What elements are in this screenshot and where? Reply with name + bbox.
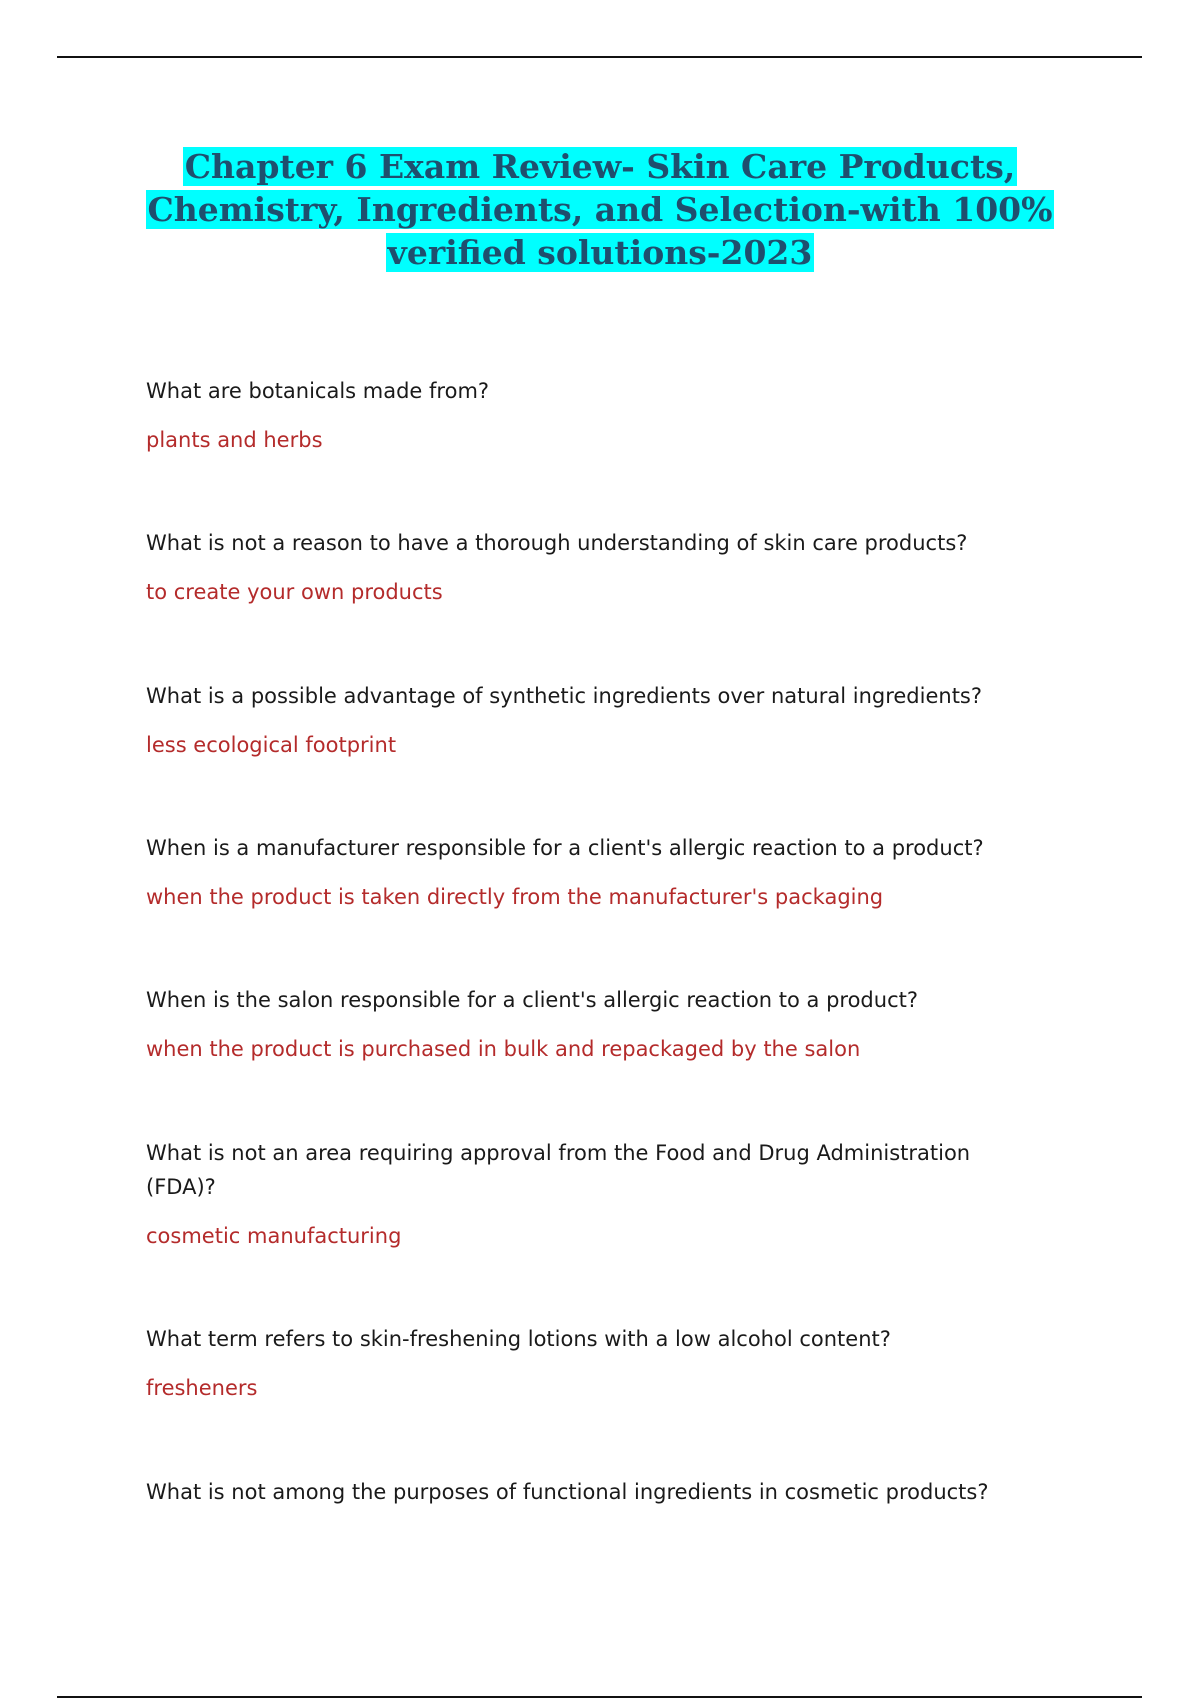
question-text: What is not among the purposes of functional ingredients in cosmetic products? bbox=[146, 1480, 989, 1504]
qa-item-1 bbox=[146, 374, 1026, 457]
qa-item-8 bbox=[146, 1475, 1026, 1509]
qa-item-4 bbox=[146, 831, 1026, 914]
title-line-3: verified solutions-2023 bbox=[387, 233, 813, 272]
question-text: What term refers to skin-freshening lotions with a low alcohol content? bbox=[146, 1327, 891, 1351]
question-text: When is a manufacturer responsible for a client's allergic reaction to a product? bbox=[146, 836, 984, 860]
title-line-1: Chapter 6 Exam Review- Skin Care Products, bbox=[184, 147, 1016, 186]
qa-item-6 bbox=[146, 1136, 1026, 1253]
answer-text: plants and herbs bbox=[146, 428, 323, 452]
qa-item-7 bbox=[146, 1322, 1026, 1405]
qa-item-3 bbox=[146, 679, 1026, 762]
bottom-rule bbox=[57, 1696, 1142, 1698]
answer-text: less ecological footprint bbox=[146, 733, 397, 757]
top-rule bbox=[57, 56, 1142, 58]
question-text: What is not a reason to have a thorough understanding of skin care products? bbox=[146, 531, 968, 555]
question-text: When is the salon responsible for a client's allergic reaction to a product? bbox=[146, 988, 918, 1012]
question-text: What is a possible advantage of synthetic ingredients over natural ingredients? bbox=[146, 684, 983, 708]
title-line-2: Chemistry, Ingredients, and Selection-with 100% bbox=[147, 190, 1053, 229]
answer-text: fresheners bbox=[146, 1376, 258, 1400]
answer-text: when the product is taken directly from the manufacturer's packaging bbox=[146, 885, 884, 909]
answer-text: to create your own products bbox=[146, 580, 443, 604]
answer-text: when the product is purchased in bulk and repackaged by the salon bbox=[146, 1037, 861, 1061]
answer-text: cosmetic manufacturing bbox=[146, 1224, 402, 1248]
question-text: What is not an area requiring approval from the Food and Drug Administration (FDA)? bbox=[146, 1141, 971, 1199]
qa-item-2 bbox=[146, 526, 1026, 609]
document-title bbox=[140, 145, 1060, 274]
question-text: What are botanicals made from? bbox=[146, 379, 490, 403]
qa-item-5 bbox=[146, 983, 1026, 1066]
